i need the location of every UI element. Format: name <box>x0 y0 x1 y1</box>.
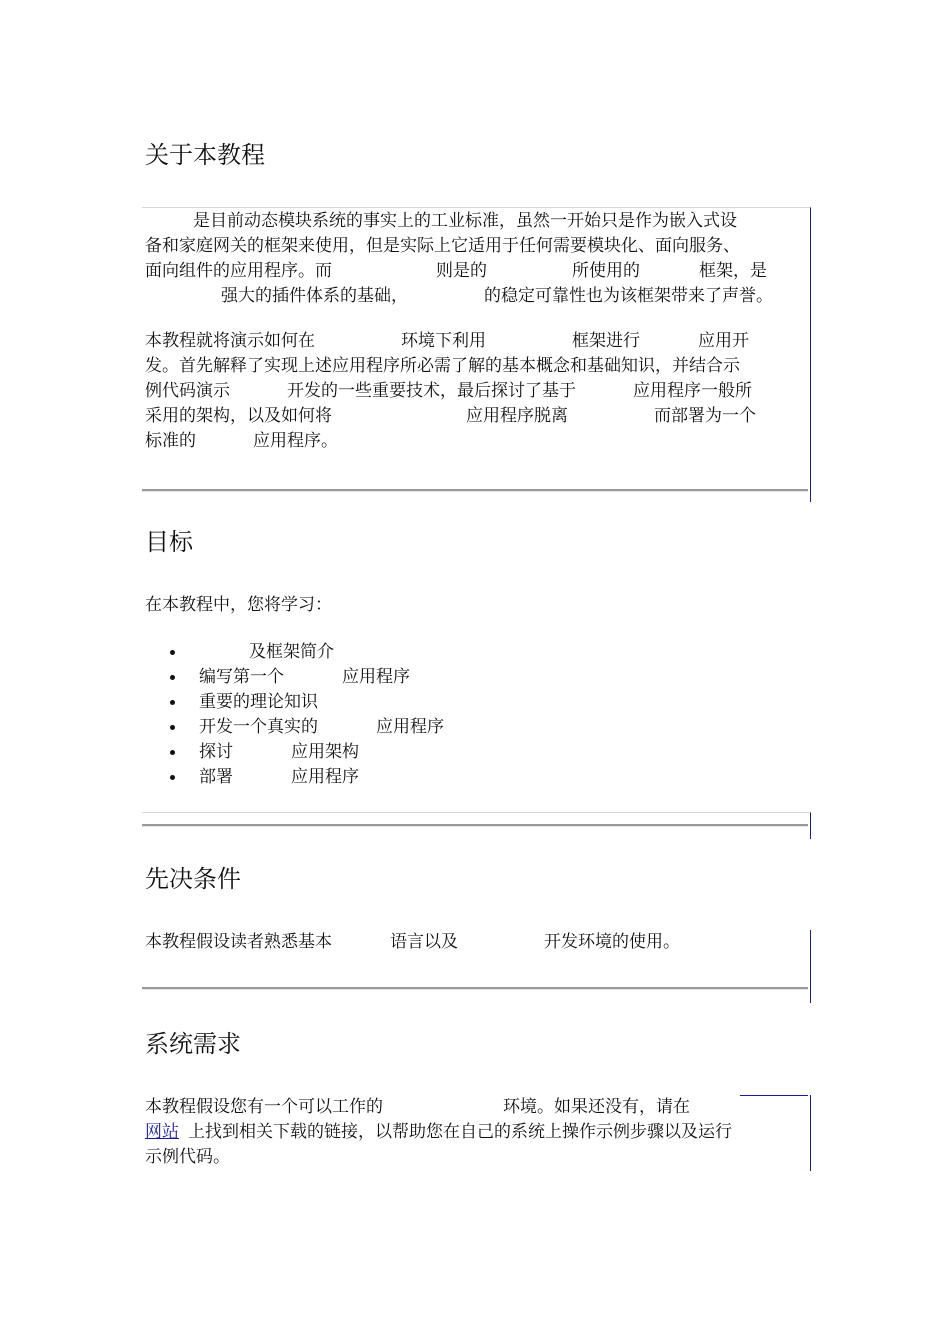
section-title-prerequisites: 先决条件 <box>145 865 241 893</box>
about-box <box>142 207 811 502</box>
bullet-icon <box>170 650 175 655</box>
section-title-about: 关于本教程 <box>145 141 265 169</box>
bullet-icon <box>170 700 175 705</box>
website-link[interactable]: 网站 <box>145 1122 179 1142</box>
prereq-box <box>142 930 811 1003</box>
list-item: 部署 应用程序 <box>170 765 444 790</box>
about-paragraph-2: 本教程就将演示如何在 环境下利用 框架进行 应用开 发。首先解释了实现上述应用程序所必需了解的基本概念和基础知识，并结合示 例代码演示 开发的一些重要技术，最后探讨了基于 应用程序一般所 采用的架构，以及如何将 应用程序脱离 而部署为一个 标准的 应用程序。 <box>145 331 756 451</box>
list-item: 及框架简介 <box>170 640 444 665</box>
list-item: 重要的理论知识 <box>170 690 444 715</box>
goals-list <box>170 640 444 790</box>
list-item: 编写第一个 应用程序 <box>170 665 444 690</box>
list-item: 开发一个真实的 应用程序 <box>170 715 444 740</box>
section-title-system-requirements: 系统需求 <box>145 1030 241 1058</box>
section-title-goals: 目标 <box>145 528 193 556</box>
section-divider <box>142 824 808 827</box>
bullet-icon <box>170 750 175 755</box>
section-divider <box>142 489 808 492</box>
bullet-icon <box>170 775 175 780</box>
section-divider <box>142 987 808 990</box>
sysreq-paragraph: 本教程假设您有一个可以工作的 环境。如果还没有，请在 网站 上找到相关下载的链接，以帮助您在自己的系统上操作示例步骤以及运行 示例代码。 <box>145 1097 732 1167</box>
sysreq-box <box>142 1095 811 1171</box>
goals-divider-box <box>142 812 811 839</box>
prereq-paragraph: 本教程假设读者熟悉基本 语言以及 开发环境的使用。 <box>145 932 680 952</box>
bullet-icon <box>170 675 175 680</box>
about-paragraph-1: 是目前动态模块系统的事实上的工业标准，虽然一开始只是作为嵌入式设 备和家庭网关的框架来使用，但是实际上它适用于任何需要模块化、面向服务、 面向组件的应用程序。而 则是的 所使用的 框架，是 强大的插件体系的基础， 的稳定可靠性也为该框架带来了声誉。 <box>145 211 773 306</box>
bullet-icon <box>170 725 175 730</box>
goals-intro: 在本教程中，您将学习： <box>145 595 332 615</box>
list-item: 探讨 应用架构 <box>170 740 444 765</box>
